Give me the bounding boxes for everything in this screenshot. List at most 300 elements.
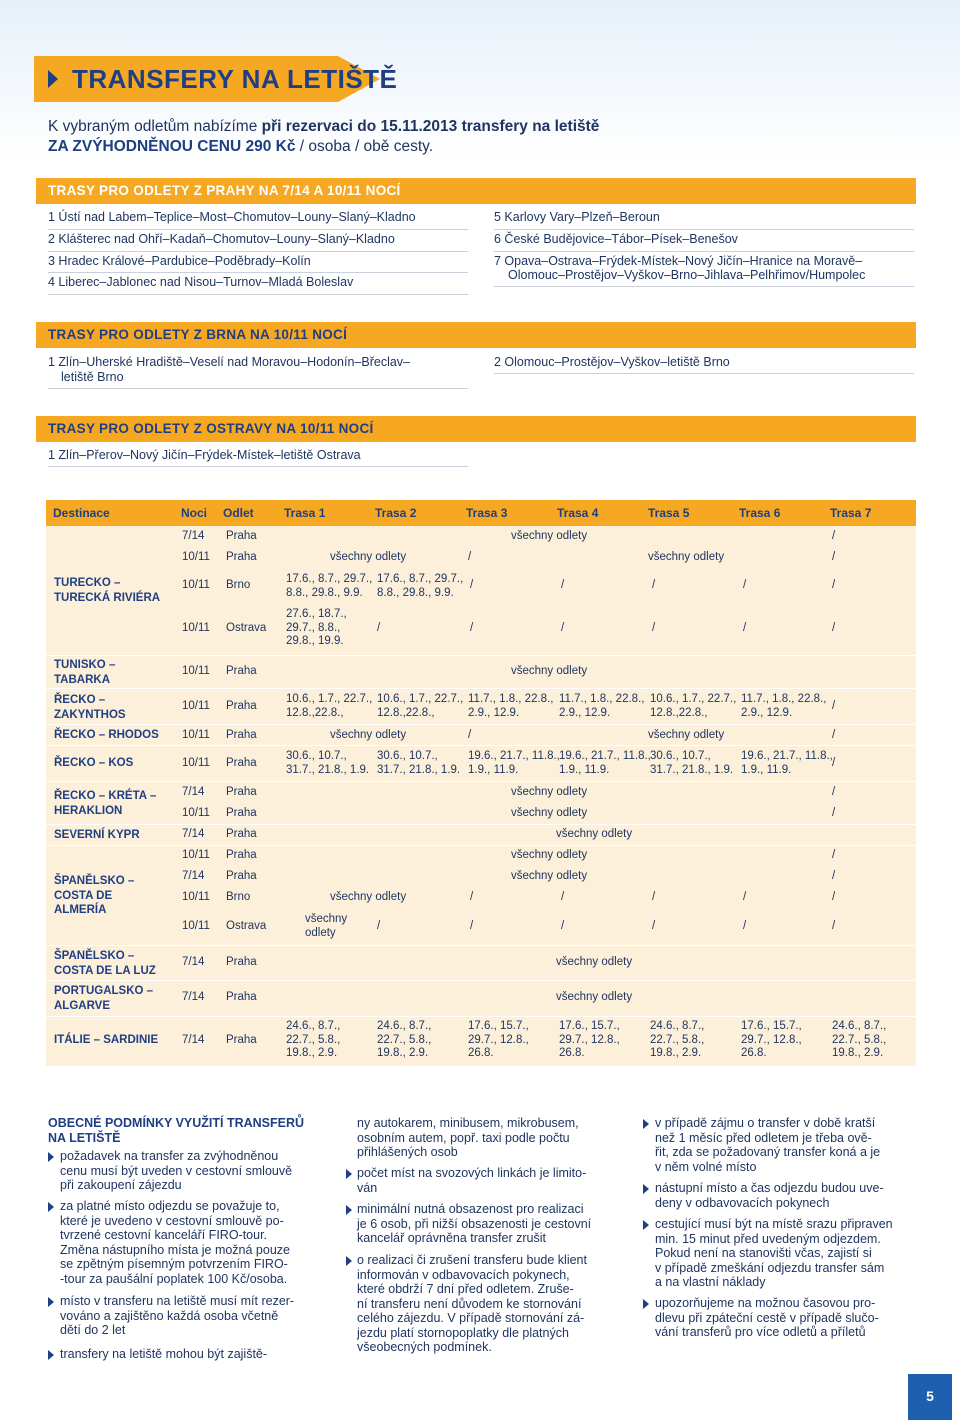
th-trasa-4: Trasa 4: [557, 506, 599, 520]
row-divider: [46, 781, 916, 782]
text-line: ny autokarem, minibusem, mikrobusem,: [357, 1116, 579, 1130]
cell-noci: 10/11: [182, 622, 210, 634]
text-line: osobním autem, popř. taxi podle počtu: [357, 1130, 570, 1145]
section-ostrava-title: TRASY PRO ODLETY Z OSTRAVY NA 10/11 NOCÍ: [48, 421, 374, 436]
bullet-icon: [48, 1152, 54, 1162]
cell-dates: [559, 1020, 620, 1061]
page-number: 5: [926, 1388, 934, 1404]
date-line: 11.7., 1.8., 22.8.,: [559, 693, 645, 705]
row-divider: [46, 655, 916, 656]
cell-noci: 10/11: [182, 891, 210, 903]
section-prague-title: TRASY PRO ODLETY Z PRAHY NA 7/14 A 10/11 NOCÍ: [48, 183, 401, 198]
row-divider: [46, 688, 916, 689]
bullet-icon: [48, 1202, 54, 1212]
condition-item: [655, 1116, 880, 1174]
text-line: v případě zmeškání odjezdu transfer sám: [655, 1260, 885, 1275]
cell-slash: /: [561, 920, 565, 932]
table-body: [46, 526, 916, 1066]
cell-noci: 7/14: [182, 870, 205, 882]
date-line: 12.8.,22.8.,: [377, 706, 435, 719]
dest-line: ALMERÍA: [54, 904, 107, 916]
dest-rhodos: ŘECKO – RHODOS: [54, 729, 159, 741]
date-line: 27.6., 18.7.,: [286, 608, 347, 620]
cell-odlet: Ostrava: [226, 920, 267, 932]
row-divider: [46, 980, 916, 981]
date-line: 29.7., 12.8.,: [741, 1033, 802, 1046]
date-line: 31.7., 21.8., 1.9.: [377, 763, 461, 776]
dest-line: ŠPANĚLSKO –: [54, 950, 135, 962]
dest-line: TABARKA: [54, 673, 111, 686]
condition-item: [655, 1296, 879, 1340]
date-line: 17.6., 15.7.,: [559, 1020, 620, 1032]
text-line: všeobecných podmínek.: [357, 1340, 492, 1354]
date-line: 19.8., 2.9.: [832, 1047, 884, 1059]
cell-span: všechny odlety: [556, 956, 633, 968]
cell-dates: [286, 573, 372, 600]
route-item: 1 Zlín–Přerov–Nový Jičín–Frýdek-Místek–letiště Ostrava: [48, 448, 361, 462]
text-line: min. 15 minut před uvedeným odjezdem.: [655, 1231, 881, 1246]
cell-slash: /: [652, 579, 656, 591]
condition-item: [60, 1199, 290, 1286]
text-line: požadavek na transfer za zvýhodněnou: [60, 1149, 279, 1163]
date-line: 8.8., 29.8., 9.9.: [286, 586, 363, 599]
dest-almeria: [54, 874, 134, 918]
dest-sardinie: ITÁLIE – SARDINIE: [54, 1034, 159, 1046]
date-line: 19.6., 21.7., 11.8.,: [559, 750, 651, 762]
date-line: 17.6., 15.7.,: [468, 1020, 529, 1032]
conditions-heading: [48, 1116, 304, 1145]
text-line: ní transferu není důvodem ke stornování: [357, 1296, 582, 1311]
date-line: 17.6., 8.7., 29.7.,: [286, 573, 373, 585]
date-line: 2.9., 12.9.: [559, 706, 611, 719]
route-divider: [48, 272, 468, 273]
route-divider: [494, 286, 914, 287]
date-line: 8.8., 29.8., 9.9.: [377, 586, 454, 599]
date-line: 24.6., 8.7.,: [650, 1020, 705, 1032]
date-line: 31.7., 21.8., 1.9.: [650, 763, 734, 776]
cell-noci: 7/14: [182, 956, 205, 968]
intro-part2: / osoba / obě cesty.: [295, 138, 434, 155]
cell-odlet: Praha: [226, 551, 257, 563]
cell-dates: [650, 750, 733, 777]
section-brno-header: [36, 322, 916, 348]
row-divider: [46, 745, 916, 746]
cell-slash: /: [743, 891, 747, 903]
cell-span: všechny odlety: [556, 991, 633, 1003]
cell-noci: 10/11: [182, 551, 210, 563]
text-line: se zpětným písemným potvrzením FIRO-: [60, 1257, 288, 1271]
text-line: než 1 měsíc před odletem je třeba ově-: [655, 1130, 872, 1145]
date-line: 24.6., 8.7.,: [832, 1020, 887, 1032]
cell-odlet: Praha: [226, 1034, 257, 1046]
cell-slash: /: [652, 920, 656, 932]
date-line: 19.8., 2.9.: [650, 1047, 702, 1059]
date-line: 10.6., 1.7., 22.7.,: [377, 693, 464, 705]
text-line: o realizaci či zrušení transferu bude klient: [357, 1253, 587, 1267]
dest-line: TURECKO –: [54, 577, 121, 589]
cell-slash: /: [832, 729, 836, 741]
bullet-icon: [643, 1299, 649, 1309]
route-item-continued: Olomouc–Prostějov–Vyškov–Brno–Jihlava–Pelhřimov/Humpolec: [508, 268, 866, 282]
dest-kypr: SEVERNÍ KYPR: [54, 829, 140, 841]
cell-noci: 7/14: [182, 991, 205, 1003]
text-line: cestující musí být na místě srazu připraven: [655, 1217, 893, 1231]
th-odlet: Odlet: [223, 506, 254, 520]
dest-line: ŘECKO – KRÉTA –: [54, 790, 157, 802]
cell-odlet: Brno: [226, 579, 251, 591]
text-line: dětí do 2 let: [60, 1323, 126, 1337]
cell-span: všechny odlety: [511, 786, 588, 798]
cell-dates: [377, 1020, 431, 1061]
date-line: 29.8., 19.9.: [286, 635, 344, 647]
cell-dates: [286, 1020, 340, 1061]
date-line: 19.6., 21.7., 11.8.,: [468, 750, 560, 762]
text-line: vání transferů pro více odletů a příletů: [655, 1325, 866, 1339]
text-line: transfery na letiště mohou být zajiště-: [60, 1347, 268, 1361]
heading-line: NA LETIŠTĚ: [48, 1130, 121, 1145]
row-divider: [46, 845, 916, 846]
cell-slash: /: [743, 622, 747, 634]
text-line: při zakoupení zájezdu: [60, 1178, 182, 1192]
cell-slash: /: [470, 622, 474, 634]
cell-slash: /: [832, 807, 836, 819]
date-line: 12.8.,22.8.,: [286, 706, 344, 719]
cell-odlet: Praha: [226, 786, 257, 798]
cell-slash: /: [468, 551, 472, 563]
cell-span: všechny odlety: [330, 729, 407, 741]
bullet-icon: [346, 1205, 352, 1215]
route-item: 2 Olomouc–Prostějov–Vyškov–letiště Brno: [494, 355, 730, 369]
text-line: místo v transferu na letiště musí mít rezer-: [60, 1294, 295, 1308]
cell-dates: [559, 750, 651, 777]
condition-item: [60, 1294, 294, 1338]
date-line: 22.7., 5.8.,: [286, 1033, 341, 1046]
cell-slash: /: [470, 579, 474, 591]
dest-line: ŠPANĚLSKO –: [54, 875, 135, 887]
bullet-icon: [643, 1119, 649, 1129]
cell-dates: [559, 693, 644, 720]
dest-tunisko: [54, 658, 115, 687]
text-line: celého zájezdu. V případě stornování zá-: [357, 1311, 585, 1325]
cell-noci: 10/11: [182, 729, 210, 741]
th-trasa-3: Trasa 3: [466, 506, 508, 520]
text-line: všechny: [305, 913, 348, 925]
dest-line: HERAKLION: [54, 804, 123, 817]
route-divider: [494, 373, 914, 374]
cell-dates: [650, 693, 736, 720]
th-destinace: Destinace: [53, 506, 110, 520]
text-line: jezdu platí stornopoplatky dle platných: [357, 1325, 569, 1340]
date-line: 31.7., 21.8., 1.9.: [286, 763, 370, 776]
cell-span: všechny odlety: [648, 729, 725, 741]
cell-slash: /: [832, 920, 836, 932]
cell-odlet: Praha: [226, 729, 257, 741]
cell-slash: /: [470, 891, 474, 903]
cell-odlet: Brno: [226, 891, 251, 903]
cell-dates: [468, 750, 560, 777]
route-divider: [494, 251, 914, 252]
route-item: 5 Karlovy Vary–Plzeň–Beroun: [494, 210, 660, 224]
bullet-icon: [643, 1220, 649, 1230]
cell-noci: 7/14: [182, 530, 205, 542]
text-line: které je uvedeno v cestovní smlouvě po-: [60, 1213, 284, 1228]
row-divider: [46, 724, 916, 725]
text-line: Změna nástupního místa je možná pouze: [60, 1242, 290, 1257]
bullet-icon: [346, 1256, 352, 1266]
condition-item: [655, 1217, 893, 1290]
dest-kos: ŘECKO – KOS: [54, 757, 134, 769]
date-line: 19.6., 21.7., 11.8.,: [741, 750, 833, 762]
condition-item: [60, 1149, 292, 1193]
cell-slash: /: [832, 849, 836, 861]
date-line: 12.8.,22.8.,: [650, 706, 708, 719]
cell-slash: /: [832, 700, 836, 712]
text-line: deny v odbavovacích pokynech: [655, 1195, 830, 1210]
intro-part1: K vybraným odletům nabízíme: [48, 118, 262, 135]
text-line: a na vlastní náklady: [655, 1275, 766, 1289]
cell-noci: 7/14: [182, 1034, 205, 1046]
cell-span: všechny odlety: [330, 551, 407, 563]
text-line: tvrzené cestovní kanceláří FIRO-tour.: [60, 1228, 268, 1242]
cell-slash: /: [832, 622, 836, 634]
dest-line: TUNISKO –: [54, 659, 116, 671]
cell-slash: /: [470, 920, 474, 932]
cell-slash: /: [743, 920, 747, 932]
route-divider: [494, 229, 914, 230]
cell-noci: 10/11: [182, 807, 210, 819]
page-title: TRANSFERY NA LETIŠTĚ: [72, 64, 398, 94]
dest-kreta: [54, 789, 156, 818]
cell-noci: 7/14: [182, 828, 205, 840]
date-line: 17.6., 8.7., 29.7.,: [377, 573, 464, 585]
text-line: Pokud není na stanovišti včas, zajistí si: [655, 1246, 872, 1260]
date-line: 17.6., 15.7.,: [741, 1020, 802, 1032]
cell-noci: 10/11: [182, 665, 210, 677]
cell-dates: [741, 1020, 802, 1061]
dest-zakynthos: [54, 693, 126, 722]
th-trasa-6: Trasa 6: [739, 506, 781, 520]
date-line: 26.8.: [468, 1047, 494, 1059]
text-line: upozorňujeme na možnou časovou pro-: [655, 1296, 876, 1310]
cell-slash: /: [468, 729, 472, 741]
condition-item: [60, 1347, 267, 1362]
cell-slash: /: [832, 551, 836, 563]
cell-noci: 10/11: [182, 757, 210, 769]
date-line: 29.7., 8.8.,: [286, 621, 341, 634]
bullet-icon: [643, 1184, 649, 1194]
text-line: odlety: [305, 926, 336, 939]
text-line: dlevu při zpáteční cestě v případě slučo-: [655, 1310, 879, 1325]
cell-slash: /: [652, 891, 656, 903]
route-item: 1 Ústí nad Labem–Teplice–Most–Chomutov–Louny–Slaný–Kladno: [48, 210, 416, 224]
text-line: řit, zda se požadovaný transfer koná a je: [655, 1145, 881, 1159]
date-line: 10.6., 1.7., 22.7.,: [650, 693, 737, 705]
text-line: informován v odbavovacích pokynech,: [357, 1267, 570, 1282]
condition-item: [655, 1181, 884, 1210]
th-trasa-7: Trasa 7: [830, 506, 872, 520]
dest-line: ZAKYNTHOS: [54, 708, 126, 721]
route-divider: [48, 251, 468, 252]
cell-odlet: Praha: [226, 849, 257, 861]
text-line: počet míst na svozových linkách je limito-: [357, 1166, 587, 1180]
text-line: je 6 osob, při nižší obsazenosti je cestovní: [357, 1216, 592, 1231]
cell-span: všechny odlety: [556, 828, 633, 840]
cell-slash: /: [561, 622, 565, 634]
section-prague-header: [36, 178, 916, 204]
chevron-right-icon: [48, 70, 58, 88]
cell-dates: [286, 693, 372, 720]
date-line: 29.7., 12.8.,: [468, 1033, 529, 1046]
cell-dates: [377, 573, 463, 600]
text-line: -tour za paušální poplatek 100 Kč/osoba.: [60, 1271, 288, 1286]
date-line: 22.7., 5.8.,: [377, 1033, 432, 1046]
route-divider: [48, 388, 468, 389]
cell-noci: 10/11: [182, 700, 210, 712]
condition-item-continued: [357, 1116, 579, 1160]
dest-turecko: [54, 576, 160, 605]
route-divider: [48, 466, 468, 467]
route-item: 2 Klášterec nad Ohří–Kadaň–Chomutov–Louny–Slaný–Kladno: [48, 232, 395, 246]
dest-line: TURECKÁ RIVIÉRA: [54, 591, 161, 604]
date-line: 24.6., 8.7.,: [286, 1020, 341, 1032]
cell-slash: /: [832, 579, 836, 591]
cell-noci: 10/11: [182, 849, 210, 861]
cell-dates: [650, 1020, 704, 1061]
cell-dates: [832, 1020, 886, 1061]
cell-odlet: Praha: [226, 991, 257, 1003]
cell-dates: [286, 750, 369, 777]
cell-dates: [377, 750, 460, 777]
date-line: 30.6., 10.7.,: [377, 750, 438, 762]
cell-odlet: Praha: [226, 530, 257, 542]
cell-slash: /: [561, 579, 565, 591]
cell-slash: /: [377, 920, 381, 932]
date-line: 22.7., 5.8.,: [650, 1033, 705, 1046]
cell-dates: [286, 608, 347, 649]
cell-slash: /: [832, 530, 836, 542]
text-line: v případě zájmu o transfer v době kratší: [655, 1116, 876, 1130]
route-item-continued: letiště Brno: [61, 370, 124, 384]
route-item: 7 Opava–Ostrava–Frýdek-Místek–Nový Jičín–Hranice na Moravě–: [494, 254, 863, 268]
dest-line: PORTUGALSKO –: [54, 985, 154, 997]
cell-slash: /: [652, 622, 656, 634]
cell-dates: [377, 693, 463, 720]
cell-slash: /: [832, 891, 836, 903]
cell-slash: /: [832, 786, 836, 798]
bullet-icon: [346, 1169, 352, 1179]
intro-highlight: ZA ZVÝHODNĚNOU CENU 290 Kč: [48, 138, 296, 155]
date-line: 22.7., 5.8.,: [832, 1033, 887, 1046]
route-divider: [48, 229, 468, 230]
date-line: 24.6., 8.7.,: [377, 1020, 432, 1032]
cell-slash: /: [832, 870, 836, 882]
cell-span: všechny odlety: [511, 870, 588, 882]
date-line: 2.9., 12.9.: [741, 706, 793, 719]
dest-line: COSTA DE: [54, 889, 113, 902]
section-ostrava-header: [36, 416, 916, 442]
bullet-icon: [48, 1297, 54, 1307]
text-line: které obdrží 7 dní před odletem. Zruše-: [357, 1282, 574, 1296]
intro-bold: při rezervaci do 15.11.2013 transfery na letiště: [261, 118, 600, 135]
date-line: 26.8.: [741, 1047, 767, 1059]
cell-slash: /: [377, 622, 381, 634]
cell-odlet: Praha: [226, 665, 257, 677]
cell-dates: [468, 693, 553, 720]
cell-span: všechny odlety: [511, 849, 588, 861]
cell-span: všechny odlety: [511, 665, 588, 677]
cell-span: všechny odlety: [511, 530, 588, 542]
text-line: v něm volné místo: [655, 1159, 757, 1174]
date-line: 19.8., 2.9.: [377, 1047, 429, 1059]
cell-slash: /: [743, 579, 747, 591]
intro-text: [48, 117, 748, 157]
text-line: vováno a zajištěno každá osoba včetně: [60, 1308, 279, 1323]
date-line: 11.7., 1.8., 22.8.,: [468, 693, 554, 705]
section-brno-title: TRASY PRO ODLETY Z BRNA NA 10/11 NOCÍ: [48, 327, 348, 342]
cell-span: všechny odlety: [648, 551, 725, 563]
dest-costa-de-la-luz: [54, 949, 156, 978]
row-divider: [46, 1016, 916, 1017]
date-line: 2.9., 12.9.: [468, 706, 520, 719]
cell-dates: [468, 1020, 529, 1061]
cell-slash: /: [832, 757, 836, 769]
cell-odlet: Ostrava: [226, 622, 267, 634]
route-item: 1 Zlín–Uherské Hradiště–Veselí nad Moravou–Hodonín–Břeclav–: [48, 355, 411, 369]
cell-dates: [741, 750, 836, 777]
text-line: přihlášených osob: [357, 1145, 458, 1159]
cell-noci: 10/11: [182, 579, 210, 591]
date-line: 1.9., 11.9.: [559, 763, 610, 776]
dest-algarve: [54, 984, 153, 1013]
table-header: [46, 500, 916, 526]
page-number-box: [908, 1374, 952, 1420]
condition-item: [357, 1166, 586, 1195]
date-line: 11.7., 1.8., 22.8.,: [741, 693, 827, 705]
cell-noci: 7/14: [182, 786, 205, 798]
text-line: cenu musí být uveden v cestovní smlouvě: [60, 1163, 293, 1178]
cell-span: všechny odlety: [330, 891, 407, 903]
date-line: 10.6., 1.7., 22.7.,: [286, 693, 373, 705]
heading-line: OBECNÉ PODMÍNKY VYUŽITÍ TRANSFERŮ: [48, 1116, 305, 1130]
date-line: 30.6., 10.7.,: [286, 750, 347, 762]
date-line: 29.7., 12.8.,: [559, 1033, 620, 1046]
dest-line: COSTA DE LA LUZ: [54, 964, 156, 977]
date-line: 1.9., 11.9.: [468, 763, 519, 776]
dest-line: ŘECKO –: [54, 694, 106, 706]
text-line: kancelář oprávněna transfer zrušit: [357, 1231, 546, 1245]
th-trasa-1: Trasa 1: [284, 506, 326, 520]
text-line: ván: [357, 1180, 378, 1195]
text-line: minimální nutná obsazenost pro realizaci: [357, 1202, 584, 1216]
cell-odlet: Praha: [226, 700, 257, 712]
cell-odlet: Praha: [226, 870, 257, 882]
th-noci: Noci: [181, 506, 208, 520]
cell-span: [305, 913, 347, 940]
row-divider: [46, 945, 916, 946]
bullet-icon: [48, 1350, 54, 1360]
date-line: 30.6., 10.7.,: [650, 750, 711, 762]
th-trasa-2: Trasa 2: [375, 506, 417, 520]
route-divider: [48, 294, 468, 295]
cell-noci: 10/11: [182, 920, 210, 932]
date-line: 26.8.: [559, 1047, 585, 1059]
date-line: 19.8., 2.9.: [286, 1047, 338, 1059]
cell-odlet: Praha: [226, 807, 257, 819]
cell-odlet: Praha: [226, 956, 257, 968]
date-line: 1.9., 11.9.: [741, 763, 792, 776]
cell-odlet: Praha: [226, 757, 257, 769]
text-line: za platné místo odjezdu se považuje to,: [60, 1199, 280, 1213]
